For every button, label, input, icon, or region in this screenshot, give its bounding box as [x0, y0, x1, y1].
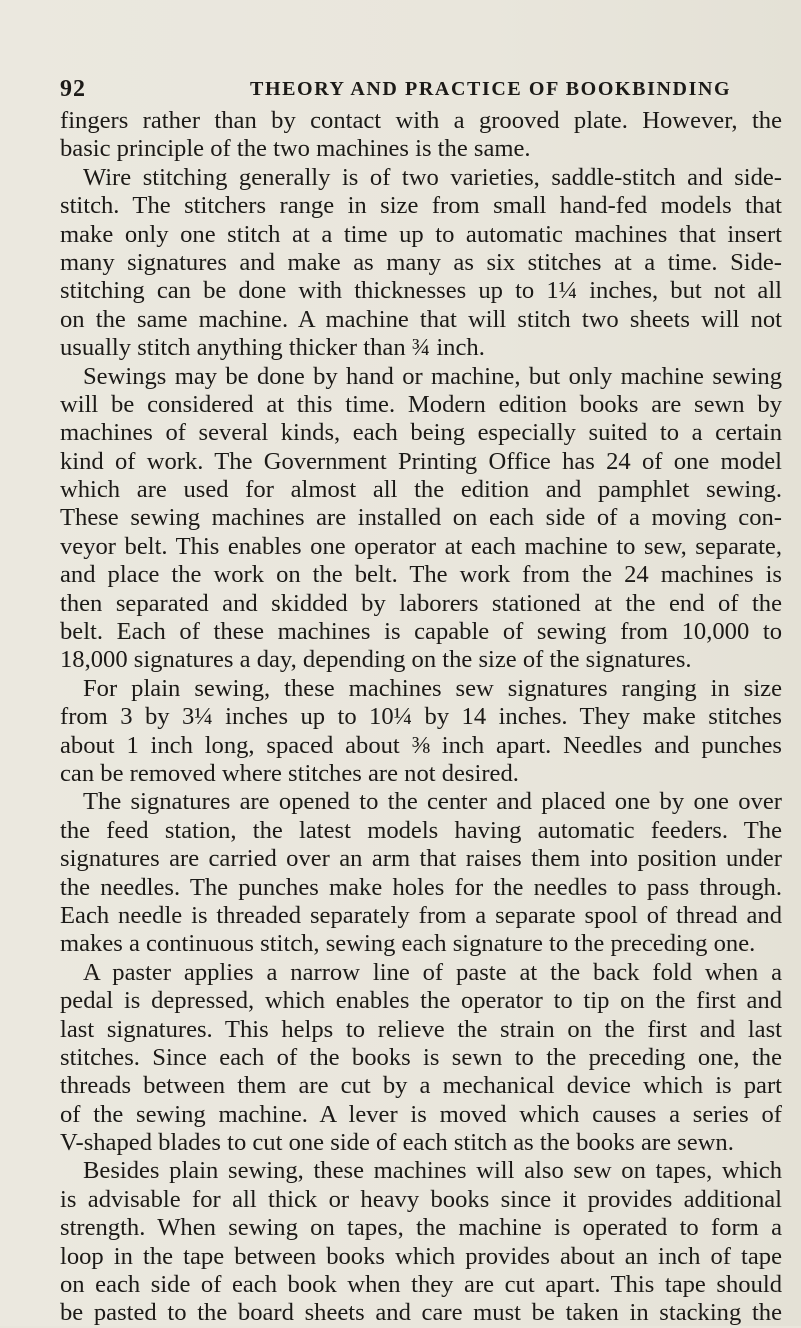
text-line: of the sewing machine. A lever is moved which causes a series of	[60, 1100, 782, 1128]
text-line: basic principle of the two machines is the same.	[60, 135, 531, 163]
text-line: makes a continuous stitch, sewing each signature to the preceding one.	[60, 930, 756, 958]
text-line: usually stitch anything thicker than ¾ inch.	[60, 334, 485, 362]
text-line: many signatures and make as many as six stitches at a time. Side-	[60, 248, 782, 276]
text-line: These sewing machines are installed on each side of a moving con-	[60, 504, 782, 532]
running-title: THEORY AND PRACTICE OF BOOKBINDING	[250, 78, 732, 100]
text-line: stitch. The stitchers range in size from small hand-fed models that	[60, 192, 782, 220]
text-line: loop in the tape between books which provides about an inch of tape	[60, 1242, 782, 1270]
text-line: threads between them are cut by a mechanical device which is part	[60, 1072, 782, 1100]
text-line: Besides plain sewing, these machines will also sew on tapes, which	[83, 1157, 782, 1185]
text-line: Sewings may be done by hand or machine, but only machine sewing	[83, 362, 782, 390]
text-line: the needles. The punches make holes for the needles to pass through.	[60, 873, 782, 901]
page-number: 92	[60, 76, 86, 102]
text-line: the feed station, the latest models having automatic feeders. The	[60, 816, 782, 844]
text-line: V-shaped blades to cut one side of each stitch as the books are sewn.	[60, 1129, 734, 1157]
text-line: The signatures are opened to the center and placed one by one over	[83, 788, 782, 816]
text-line: can be removed where stitches are not desired.	[60, 759, 519, 787]
text-line: A paster applies a narrow line of paste at the back fold when a	[83, 958, 782, 986]
text-line: stitches. Since each of the books is sewn to the preceding one, the	[60, 1043, 782, 1071]
text-line: on each side of each book when they are cut apart. This tape should	[60, 1271, 782, 1299]
text-line: make only one stitch at a time up to automatic machines that insert	[60, 220, 782, 248]
text-line: veyor belt. This enables one operator at each machine to sew, separate,	[60, 532, 782, 560]
text-line: kind of work. The Government Printing Office has 24 of one model	[60, 447, 782, 475]
text-line: fingers rather than by contact with a grooved plate. However, the	[60, 107, 782, 134]
text-line: signatures are carried over an arm that raises them into position under	[60, 845, 782, 873]
text-line: 18,000 signatures a day, depending on the size of the signatures.	[60, 646, 692, 674]
text-line: strength. When sewing on tapes, the machine is operated to form a	[60, 1214, 782, 1242]
text-line: and place the work on the belt. The work from the 24 machines is	[60, 561, 782, 589]
text-line: machines of several kinds, each being especially suited to a certain	[60, 419, 782, 447]
text-line: will be considered at this time. Modern edition books are sewn by	[60, 390, 782, 418]
text-line: Each needle is threaded separately from a separate spool of thread and	[60, 901, 782, 929]
text-line: For plain sewing, these machines sew signatures ranging in size	[83, 674, 782, 702]
text-line: Wire stitching generally is of two varieties, saddle-stitch and side-	[83, 163, 782, 191]
text-line: be pasted to the board sheets and care must be taken in stacking the	[60, 1299, 782, 1327]
text-line: on the same machine. A machine that will stitch two sheets will not	[60, 305, 782, 333]
text-line: belt. Each of these machines is capable of sewing from 10,000 to	[60, 618, 782, 646]
text-line: which are used for almost all the edition and pamphlet sewing.	[60, 476, 782, 504]
text-line: then separated and skidded by laborers stationed at the end of the	[60, 589, 782, 617]
text-line: stitching can be done with thicknesses up to 1¼ inches, but not all	[60, 277, 782, 305]
running-head	[60, 76, 761, 106]
text-line: pedal is depressed, which enables the operator to tip on the first and	[60, 987, 782, 1015]
text-line: last signatures. This helps to relieve the strain on the first and last	[60, 1015, 782, 1043]
text-line: is advisable for all thick or heavy books since it provides additional	[60, 1185, 782, 1213]
text-line: about 1 inch long, spaced about ⅜ inch apart. Needles and punches	[60, 731, 782, 759]
text-line: from 3 by 3¼ inches up to 10¼ by 14 inches. They make stitches	[60, 703, 782, 731]
body-text	[60, 107, 782, 1328]
